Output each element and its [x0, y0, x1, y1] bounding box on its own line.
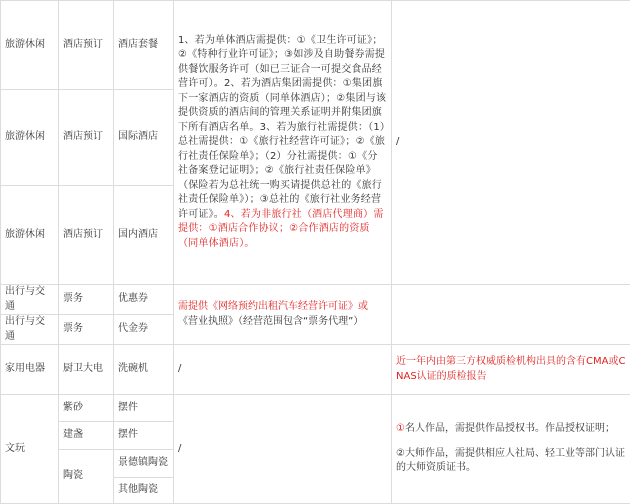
category-level3: 国内酒店 — [114, 186, 174, 285]
category-level3: 摆件 — [114, 422, 174, 450]
ticket-requirement-red-text: 需提供《网络预约出租汽车经营许可证》或 — [178, 301, 368, 312]
category-level1: 旅游休闲 — [1, 1, 59, 90]
category-level1: 出行与交通 — [1, 315, 59, 345]
category-level3: 景德镇陶瓷 — [114, 450, 174, 478]
category-level1: 旅游休闲 — [1, 90, 59, 186]
ticket-requirements-cell — [174, 285, 392, 345]
table-row — [1, 345, 630, 395]
category-level2: 酒店预订 — [59, 186, 114, 285]
category-level3: 摆件 — [114, 395, 174, 422]
category-level1: 旅游休闲 — [1, 186, 59, 285]
wenwan-other-cell — [392, 395, 630, 504]
category-level1: 家用电器 — [1, 345, 59, 395]
hotel-requirements-cell — [174, 1, 392, 285]
category-level3: 国际酒店 — [114, 90, 174, 186]
category-level2: 紫砂 — [59, 395, 114, 422]
category-level3: 酒店套餐 — [114, 1, 174, 90]
hotel-other-cell: / — [392, 1, 630, 285]
category-level3: 其他陶瓷 — [114, 478, 174, 504]
category-level2: 建盏 — [59, 422, 114, 450]
ticket-requirement-text: 《营业执照》（经营范围包含“票务代理”） — [178, 316, 363, 327]
wenwan-other-text-1: 名人作品，需提供作品授权书。作品授权证明； — [405, 423, 615, 434]
table-row — [1, 395, 630, 422]
category-level3: 代金券 — [114, 315, 174, 345]
category-level2: 陶瓷 — [59, 450, 114, 504]
wenwan-other-text-2: ②大师作品，需提供相应人社局、轻工业等部门认证的大师资质证书。 — [396, 447, 626, 476]
dishwasher-other-cell: 近一年内由第三方权威质检机构出具的含有CMA或CNAS认证的质检报告 — [392, 345, 630, 395]
category-level2: 酒店预订 — [59, 1, 114, 90]
category-level2: 酒店预订 — [59, 90, 114, 186]
hotel-requirements-red-text: 4、若为非旅行社（酒店代理商）需提供：①酒店合作协议；②合作酒店的资质（同单体酒店）。 — [178, 209, 384, 249]
paragraph-gap — [396, 437, 626, 447]
category-level1: 出行与交通 — [1, 285, 59, 315]
dishwasher-requirement-cell: / — [174, 345, 392, 395]
wenwan-other-red-marker: ① — [396, 423, 405, 434]
ticket-other-cell — [392, 285, 630, 345]
hotel-requirements-text: 1、若为单体酒店需提供：①《卫生许可证》；②《特种行业许可证》；③如涉及自助餐券需提供餐饮服务许可（如已三证合一可提交食品经营许可）。2、若为酒店集团需提供：①集团旗下一家酒店的资质（同单体酒店）；②集团与该提供资质的酒店间的管理关系证明并附集团旗下所有酒店名单。3、若为旅行社需提供：（1）总社需提供：①《旅行社经营许可证》；②《旅行社责任保险单》；（2）分社需提供：①《分社备案登记证明》；②《旅行社责任保险单》（保险若为总社统一购买请提供总社的《旅行社责任保险单》）；③总社的《旅行社业务经营许可证》。 — [178, 35, 386, 220]
category-level2: 票务 — [59, 285, 114, 315]
category-level2: 厨卫大电 — [59, 345, 114, 395]
table-row — [1, 285, 630, 315]
category-level3: 优惠券 — [114, 285, 174, 315]
category-level1: 文玩 — [1, 395, 59, 504]
category-level3: 洗碗机 — [114, 345, 174, 395]
table-row — [1, 1, 630, 90]
wenwan-requirement-cell: / — [174, 395, 392, 504]
category-level2: 票务 — [59, 315, 114, 345]
